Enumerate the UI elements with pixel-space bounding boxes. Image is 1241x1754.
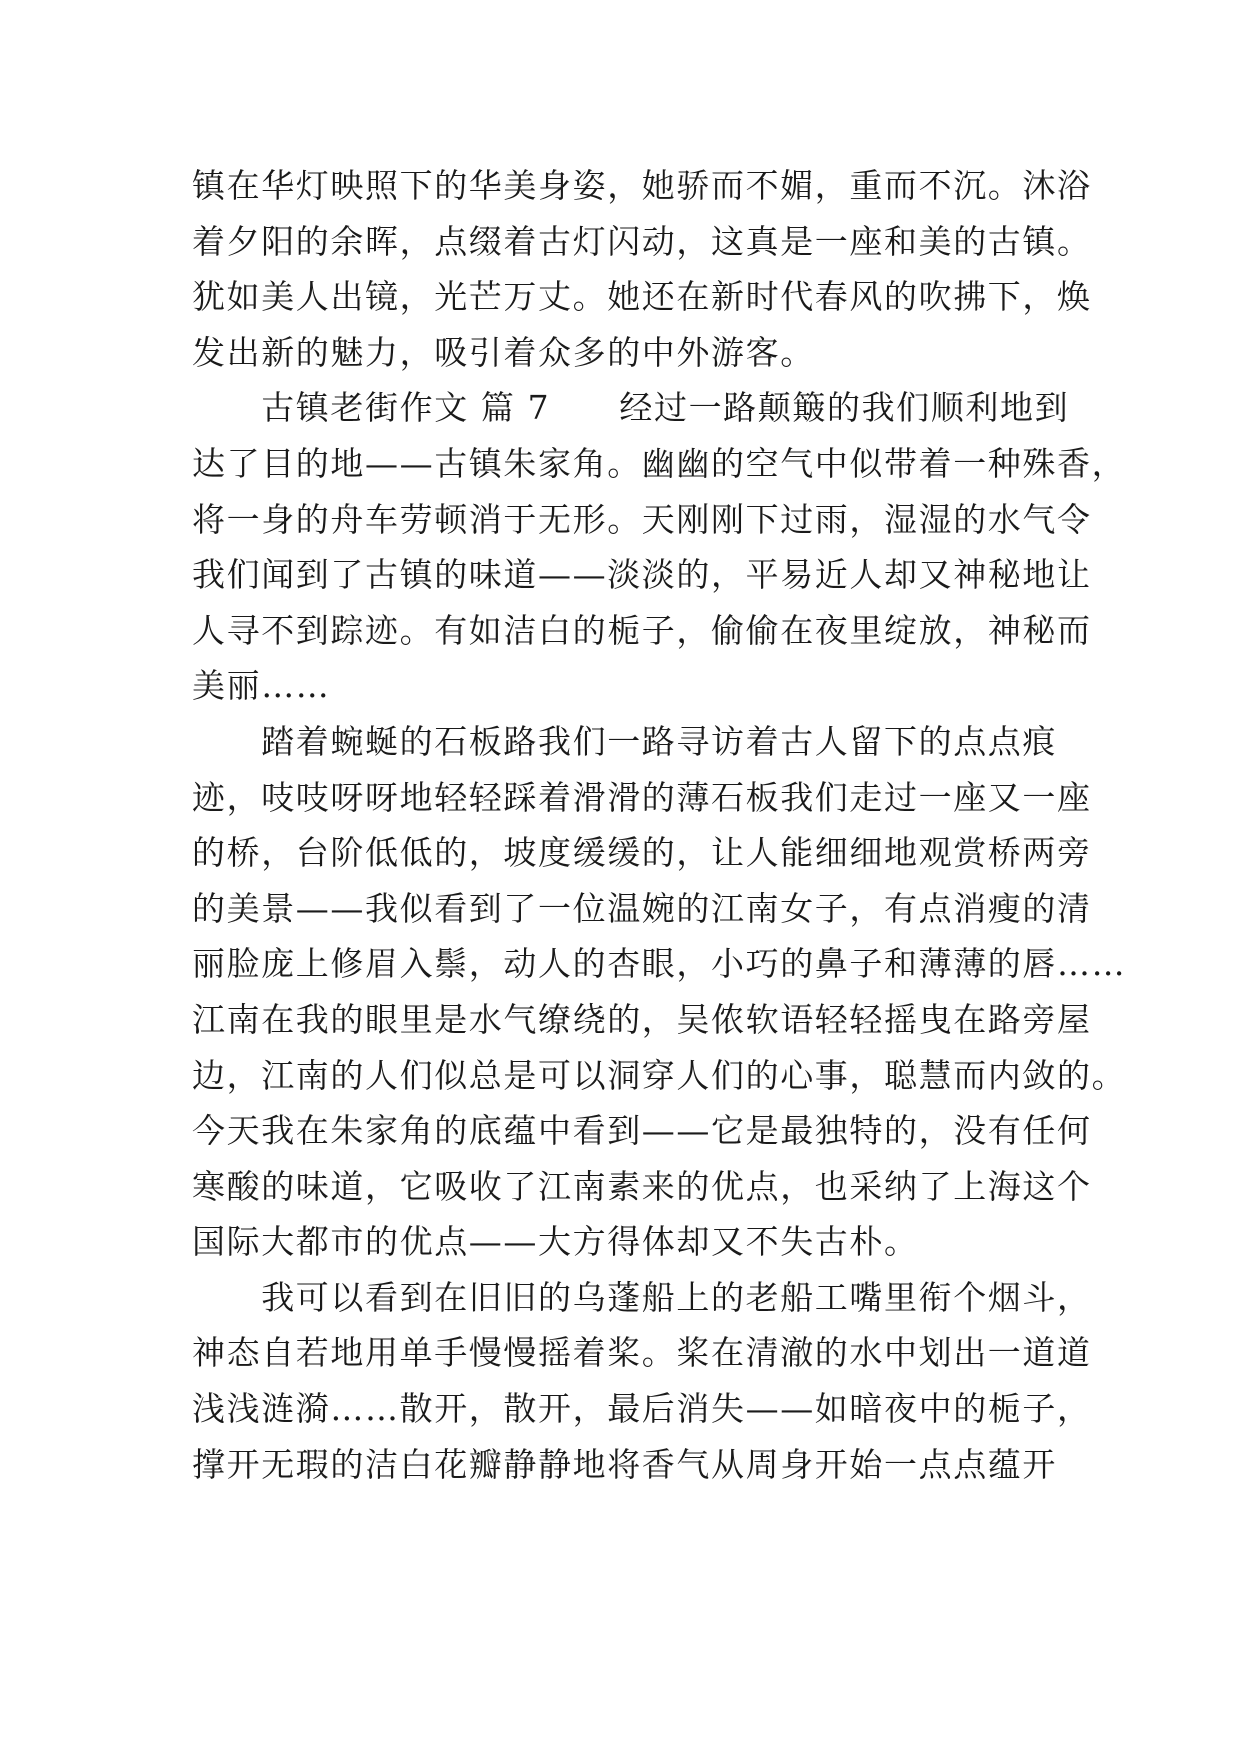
text-line: 犹如美人出镜，光芒万丈。她还在新时代春风的吹拂下，焕 (192, 277, 1092, 317)
text-line: 迹，吱吱呀呀地轻轻踩着滑滑的薄石板我们走过一座又一座 (192, 777, 1092, 817)
text-line: 我们闻到了古镇的味道——淡淡的，平易近人却又神秘地让 (192, 555, 1092, 595)
text-line: 今天我在朱家角的底蕴中看到——它是最独特的，没有任何 (192, 1111, 1092, 1151)
text-line: 发出新的魅力，吸引着众多的中外游客。 (192, 332, 815, 372)
text-line: 古镇老街作文 篇 7 经过一路颠簸的我们顺利地到 (192, 388, 1070, 428)
text-line: 边，江南的人们似总是可以洞穿人们的心事，聪慧而内敛的。 (192, 1055, 1127, 1095)
text-line: 寒酸的味道，它吸收了江南素来的优点，也采纳了上海这个 (192, 1166, 1092, 1206)
text-line: 的美景——我似看到了一位温婉的江南女子，有点消瘦的清 (192, 888, 1092, 928)
text-line: 镇在华灯映照下的华美身姿，她骄而不媚，重而不沉。沐浴 (192, 166, 1092, 205)
text-line: 撑开无瑕的洁白花瓣静静地将香气从周身开始一点点蕴开 (192, 1444, 1057, 1484)
text-line: 丽脸庞上修眉入鬃，动人的杏眼，小巧的鼻子和薄薄的唇…… (192, 944, 1127, 984)
text-line: 我可以看到在旧旧的乌蓬船上的老船工嘴里衔个烟斗， (192, 1277, 1092, 1317)
document-body (192, 158, 1127, 1492)
text-line: 着夕阳的余晖，点缀着古灯闪动，这真是一座和美的古镇。 (192, 221, 1092, 261)
text-line: 国际大都市的优点——大方得体却又不失古朴。 (192, 1222, 919, 1262)
text-line: 美丽…… (192, 666, 331, 706)
text-line: 达了目的地——古镇朱家角。幽幽的空气中似带着一种殊香， (192, 443, 1127, 483)
text-line: 将一身的舟车劳顿消于无形。天刚刚下过雨，湿湿的水气令 (192, 499, 1092, 539)
text-line: 的桥，台阶低低的，坡度缓缓的，让人能细细地观赏桥两旁 (192, 833, 1092, 873)
text-line: 踏着蜿蜒的石板路我们一路寻访着古人留下的点点痕 (192, 721, 1057, 761)
text-line: 神态自若地用单手慢慢摇着桨。桨在清澈的水中划出一道道 (192, 1333, 1092, 1373)
text-line: 江南在我的眼里是水气缭绕的，吴侬软语轻轻摇曳在路旁屋 (192, 999, 1092, 1039)
text-line: 人寻不到踪迹。有如洁白的栀子，偷偷在夜里绽放，神秘而 (192, 610, 1092, 650)
text-line: 浅浅涟漪……散开，散开，最后消失——如暗夜中的栀子， (192, 1389, 1092, 1429)
